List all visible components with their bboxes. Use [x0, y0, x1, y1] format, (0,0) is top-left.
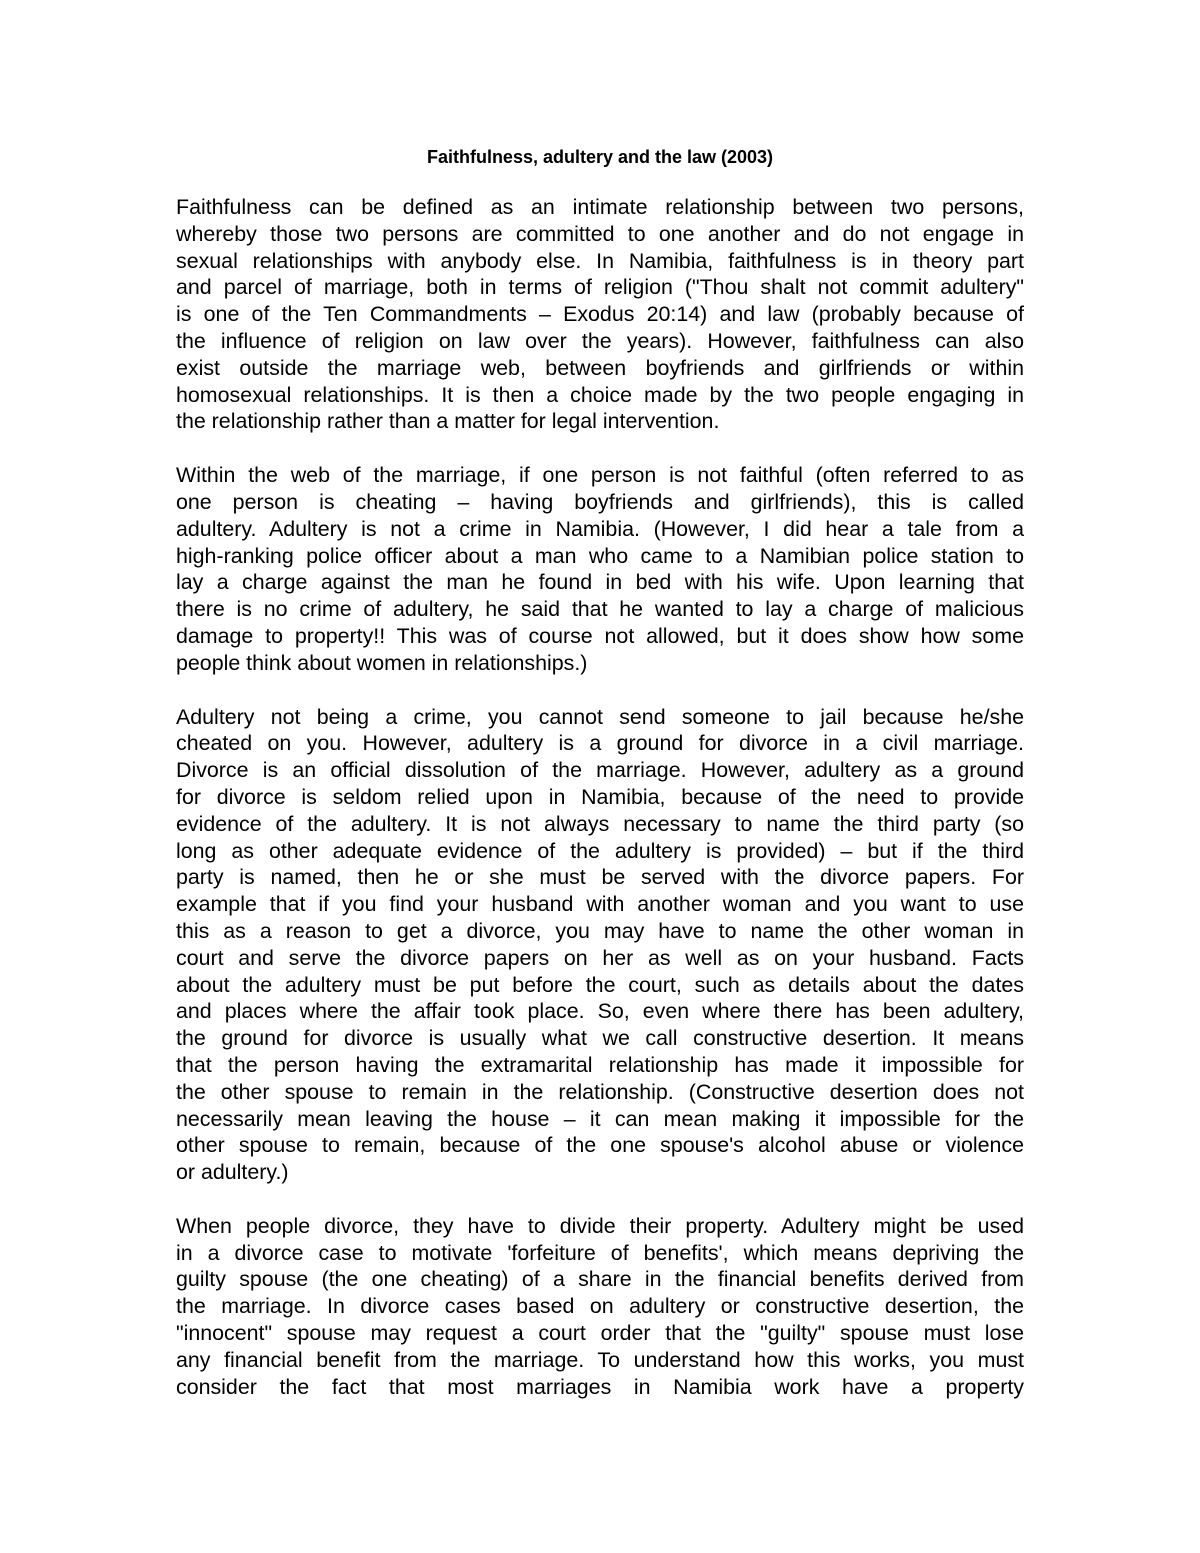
text-line: Adultery not being a crime, you cannot send someone to jail because he/she [176, 704, 1024, 729]
text-line: damage to property!! This was of course not allowed, but it does show how some [176, 623, 1024, 648]
paragraph [176, 194, 1024, 435]
text-line: the ground for divorce is usually what we call constructive desertion. It means [176, 1026, 1024, 1051]
text-line: and places where the affair took place. So, even where there has been adultery, [176, 999, 1024, 1024]
text-line: the other spouse to remain in the relationship. (Constructive desertion does not [176, 1079, 1024, 1104]
text-line: about the adultery must be put before the court, such as details about the dates [176, 972, 1024, 997]
text-line: there is no crime of adultery, he said that he wanted to lay a charge of malicious [176, 597, 1024, 622]
text-line: party is named, then he or she must be served with the divorce papers. For [176, 865, 1024, 890]
text-line: this as a reason to get a divorce, you may have to name the other woman in [176, 918, 1024, 943]
text-line: people think about women in relationships.) [176, 650, 588, 675]
text-line: adultery. Adultery is not a crime in Namibia. (However, I did hear a tale from a [176, 516, 1024, 541]
text-line: long as other adequate evidence of the adultery is provided) – but if the third [176, 838, 1024, 863]
document-body [176, 194, 1024, 1427]
text-line: evidence of the adultery. It is not always necessary to name the third party (so [176, 811, 1024, 836]
text-line: any financial benefit from the marriage. To understand how this works, you must [176, 1347, 1024, 1372]
text-line: whereby those two persons are committed to one another and do not engage in [176, 221, 1024, 246]
text-line: "innocent" spouse may request a court order that the "guilty" spouse must lose [176, 1321, 1024, 1346]
text-line: one person is cheating – having boyfriends and girlfriends), this is called [176, 489, 1024, 514]
paragraph [176, 704, 1024, 1186]
text-line: When people divorce, they have to divide their property. Adultery might be used [176, 1213, 1024, 1238]
text-line: Divorce is an official dissolution of the marriage. However, adultery as a ground [176, 758, 1024, 783]
text-line: for divorce is seldom relied upon in Namibia, because of the need to provide [176, 784, 1024, 809]
text-line: exist outside the marriage web, between boyfriends and girlfriends or within [176, 355, 1024, 380]
document-title: Faithfulness, adultery and the law (2003) [426, 147, 774, 167]
text-line: guilty spouse (the one cheating) of a share in the financial benefits derived from [176, 1267, 1024, 1292]
text-line: the influence of religion on law over the years). However, faithfulness can also [176, 328, 1024, 353]
text-line: is one of the Ten Commandments – Exodus 20:14) and law (probably because of [176, 302, 1024, 327]
text-line: Faithfulness can be defined as an intimate relationship between two persons, [176, 195, 1024, 219]
text-line: sexual relationships with anybody else. In Namibia, faithfulness is in theory part [176, 248, 1024, 273]
paragraph [176, 1213, 1024, 1401]
text-line: lay a charge against the man he found in bed with his wife. Upon learning that [176, 570, 1024, 595]
text-line: in a divorce case to motivate 'forfeiture of benefits', which means depriving the [176, 1240, 1024, 1265]
text-line: cheated on you. However, adultery is a ground for divorce in a civil marriage. [176, 731, 1024, 756]
text-line: the relationship rather than a matter for legal intervention. [176, 409, 720, 434]
text-line: necessarily mean leaving the house – it can mean making it impossible for the [176, 1106, 1024, 1131]
text-line: high-ranking police officer about a man who came to a Namibian police station to [176, 543, 1024, 568]
text-line: consider the fact that most marriages in Namibia work have a property [176, 1374, 1024, 1399]
text-line: other spouse to remain, because of the one spouse's alcohol abuse or violence [176, 1133, 1024, 1158]
text-line: or adultery.) [176, 1160, 289, 1185]
text-line: the marriage. In divorce cases based on adultery or constructive desertion, the [176, 1294, 1024, 1319]
text-line: court and serve the divorce papers on her as well as on your husband. Facts [176, 945, 1024, 970]
text-line: homosexual relationships. It is then a choice made by the two people engaging in [176, 382, 1024, 407]
text-line: that the person having the extramarital relationship has made it impossible for [176, 1052, 1024, 1077]
text-line: Within the web of the marriage, if one person is not faithful (often referred to as [176, 463, 1024, 488]
text-line: example that if you find your husband with another woman and you want to use [176, 892, 1024, 917]
paragraph [176, 462, 1024, 676]
text-line: and parcel of marriage, both in terms of religion ("Thou shalt not commit adultery" [176, 275, 1024, 300]
